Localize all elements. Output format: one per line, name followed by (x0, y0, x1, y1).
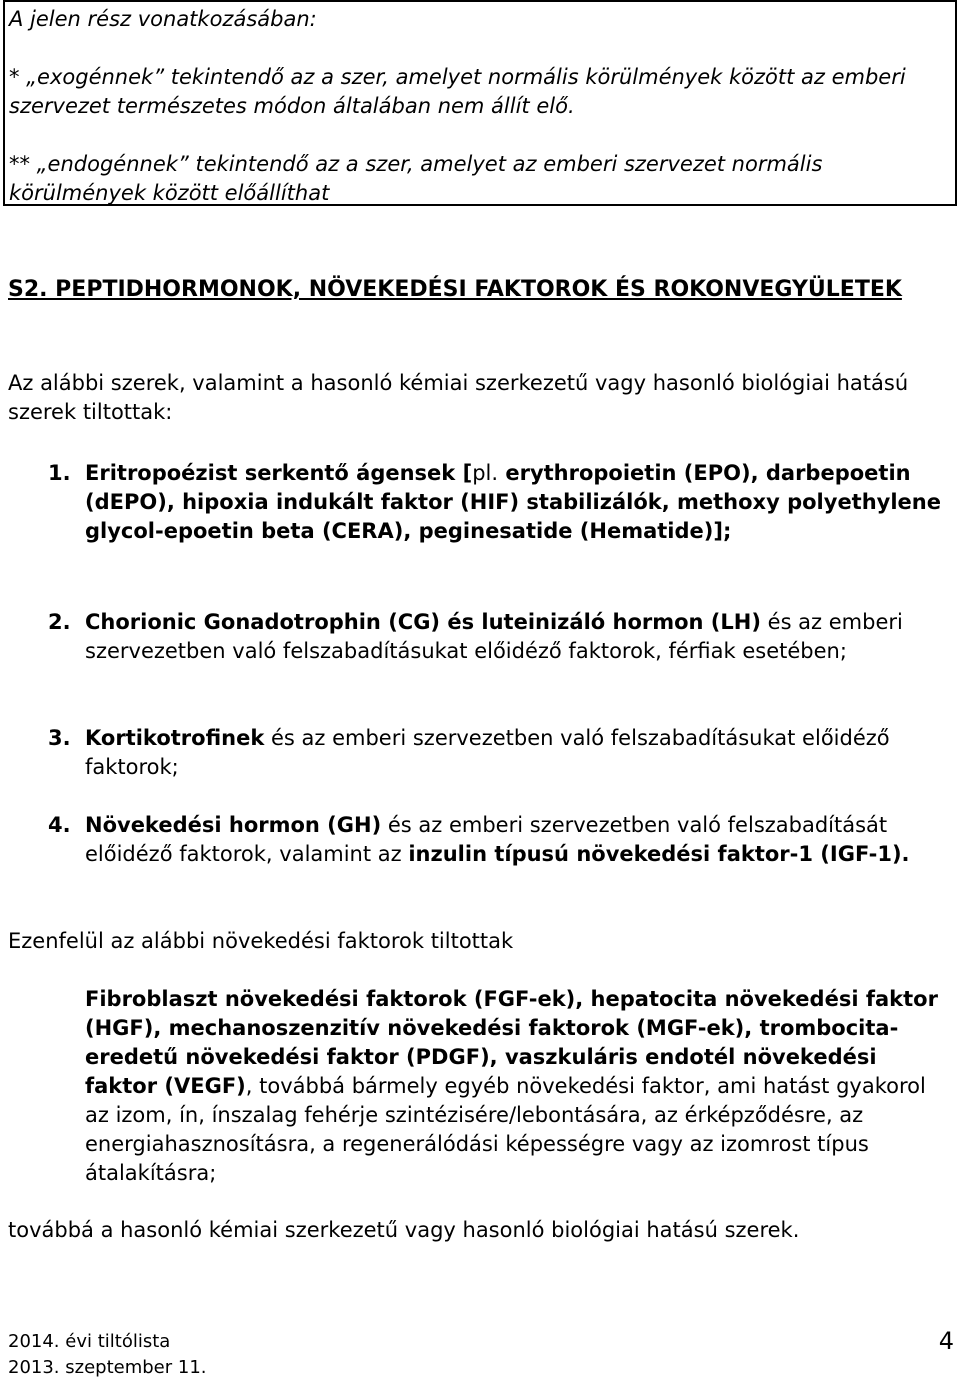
section-intro: Az alábbi szerek, valamint a hasonló kémiai szerkezetű vagy hasonló biológiai hatású szerek tiltottak: (8, 371, 909, 424)
item-4-bold: Növekedési hormon (GH) (85, 813, 382, 837)
list-item-number: 3. (48, 726, 71, 750)
list-item-1 (48, 459, 953, 546)
item-4-text: és az emberi szervezetben való felszabadítását előidéző faktorok, valamint az (85, 813, 888, 866)
list-item-number: 2. (48, 610, 71, 634)
growth-factors-list (85, 985, 955, 1188)
item-1-bold-start: Eritropoézist serkentő ágensek [ (85, 461, 473, 485)
list-item-3 (48, 724, 953, 782)
item-2-bold: Chorionic Gonadotrophin (CG) és luteinizáló hormon (LH) (85, 610, 761, 634)
list-item-2 (48, 608, 953, 666)
item-2-text: és az emberi szervezetben való felszabadításukat előidéző faktorok, férfiak esetében; (85, 610, 903, 663)
section-heading: S2. PEPTIDHORMONOK, NÖVEKEDÉSI FAKTOROK ÉS ROKONVEGYÜLETEK (8, 277, 902, 302)
closing-text: továbbá a hasonló kémiai szerkezetű vagy hasonló biológiai hatású szerek. (8, 1218, 800, 1242)
item-3-bold: Kortikotrofinek (85, 726, 265, 750)
footer-date: 2013. szeptember 11. (8, 1357, 207, 1378)
list-item-number: 1. (48, 461, 71, 485)
growth-factors-intro: Ezenfelül az alábbi növekedési faktorok tiltottak (8, 929, 514, 953)
footer-title: 2014. évi tiltólista (8, 1331, 171, 1352)
list-item-number: 4. (48, 813, 71, 837)
page-number: 4 (938, 1327, 954, 1355)
growth-factors-bold: Fibroblaszt növekedési faktorok (FGF-ek), hepatocita növekedési faktor (HGF), mechanoszenzitív növekedési faktorok (MGF-ek), trombocita-eredetű növekedési faktor (PDGF), vaszkuláris endotél növekedési faktor (VEGF) (85, 987, 938, 1098)
list-item-4 (48, 811, 953, 869)
definition-box (3, 0, 957, 206)
definition-endogenous: ** „endogénnek” tekintendő az a szer, amelyet az emberi szervezet normális körülmények között előállíthat (9, 152, 823, 205)
item-3-text: és az emberi szervezetben való felszabadításukat előidéző faktorok; (85, 726, 890, 779)
definition-title: A jelen rész vonatkozásában: (9, 7, 317, 31)
item-1-abbrev: pl. (472, 461, 499, 485)
item-4-bold-end: inzulin típusú növekedési faktor-1 (IGF-1). (408, 842, 910, 866)
definition-exogenous: * „exogénnek” tekintendő az a szer, amelyet normális körülmények között az emberi szervezet természetes módon általában nem állít elő. (9, 65, 906, 118)
item-1-bold-end: erythropoietin (EPO), darbepoetin (dEPO), hipoxia indukált faktor (HIF) stabilizálók, methoxy polyethylene glycol-epoetin beta (CERA), peginesatide (Hematide)]; (85, 461, 941, 543)
growth-factors-text: , továbbá bármely egyéb növekedési faktor, ami hatást gyakorol az izom, ín, ínszalag fehérje szintézisére/lebontására, az érképződésre, az energiahasznosításra, a regenerálódási képességre vagy az izomrost típus átalakításra; (85, 1074, 926, 1185)
